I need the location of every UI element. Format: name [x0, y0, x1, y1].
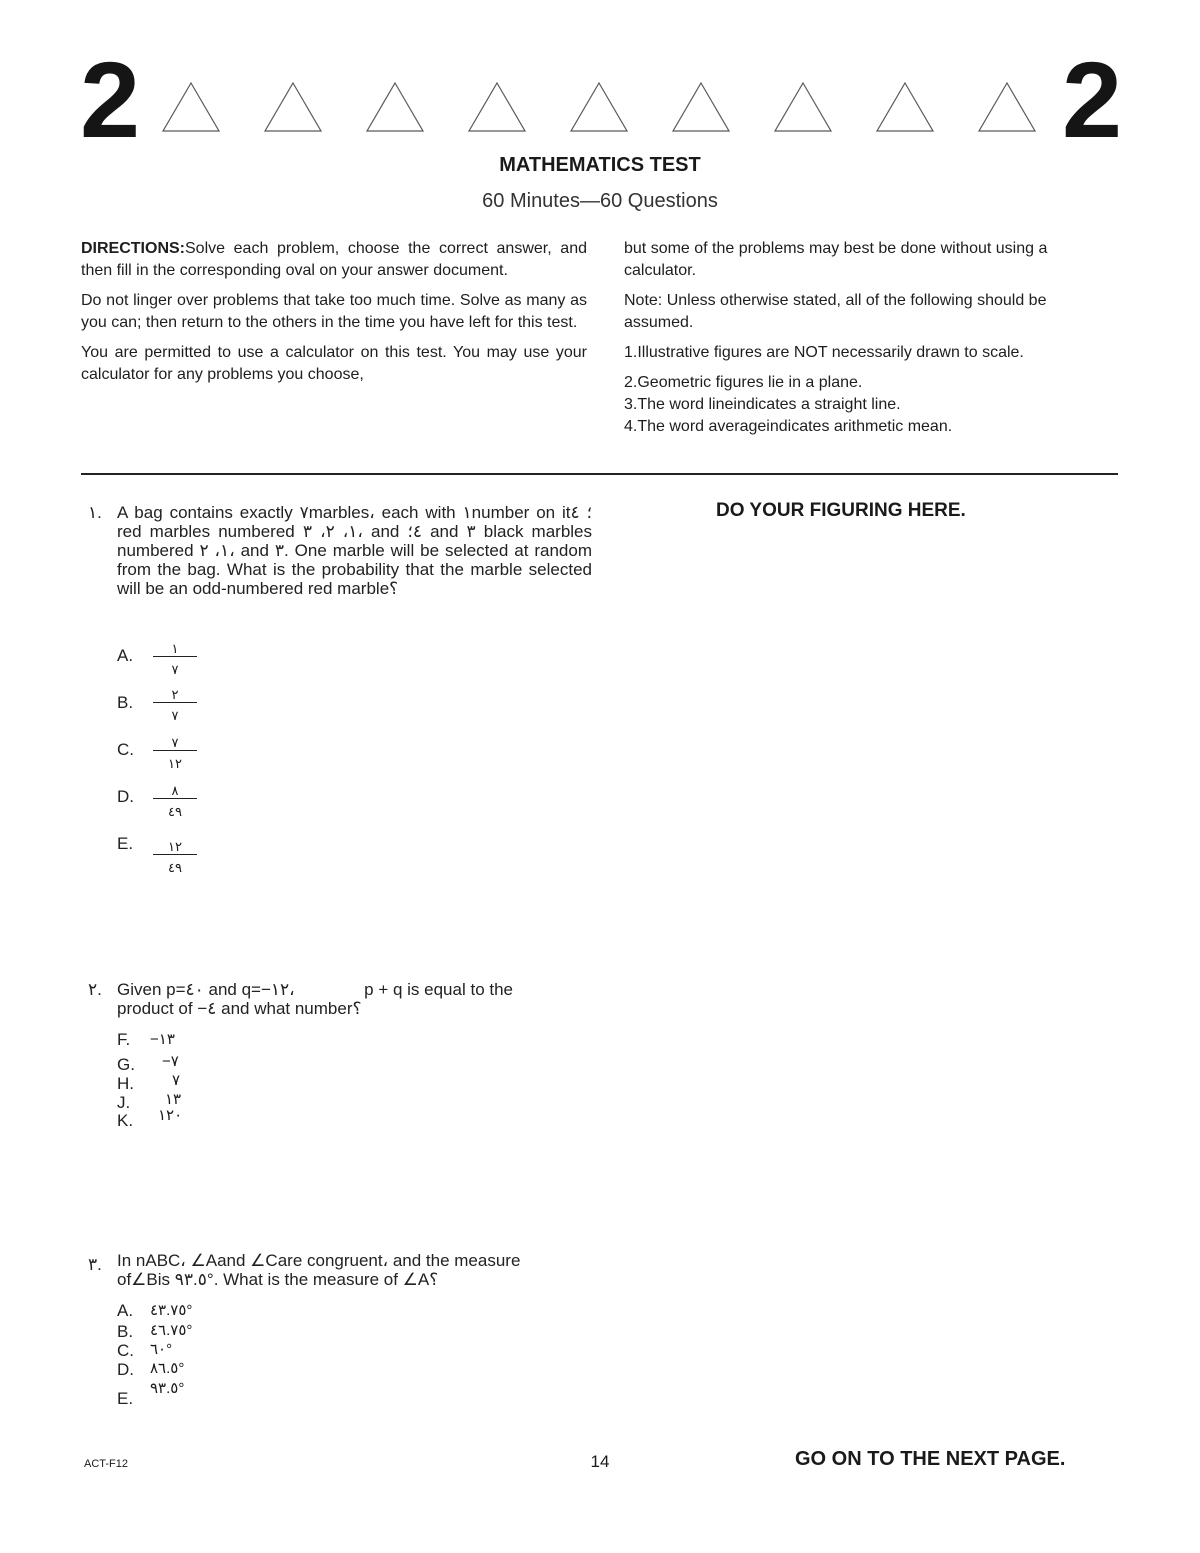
option-fraction — [153, 736, 197, 777]
question-text-part-1: Given p=٤٠ and q=−١٢، — [117, 980, 295, 999]
option-fraction — [153, 784, 197, 825]
note-item-4: 4.The word averageindicates arithmetic mean. — [624, 418, 953, 435]
option-value: ٧ — [172, 1072, 181, 1089]
answer-option[interactable] — [117, 693, 151, 713]
directions-right-column — [624, 238, 1116, 438]
section-divider — [81, 473, 1118, 475]
question-number: ٣. — [88, 1255, 102, 1274]
question-number: ٢. — [88, 980, 102, 999]
question-text: A bag contains exactly ٧marbles، each with ١number on it؛ ٤ red marbles numbered ١، ٢، ٣، and ٤؛ and ٣ black marbles numbered ١، ٢، and ٣. One marble will be selected at random from the bag. What is the probability that the marble selected will be an odd-numbered red marble؟ — [117, 503, 593, 598]
option-label: E. — [117, 1389, 134, 1408]
section-number-right: 2 — [1062, 39, 1123, 160]
triangle-icon — [162, 82, 220, 132]
option-value: ٤٦.٧٥° — [150, 1322, 193, 1339]
triangle-icon — [978, 82, 1036, 132]
fraction-numerator: ١٢ — [153, 840, 197, 855]
test-title: MATHEMATICS TEST — [499, 154, 701, 176]
answer-option[interactable] — [117, 834, 151, 854]
answer-option[interactable] — [117, 1055, 151, 1075]
option-label: B. — [117, 693, 134, 712]
option-label: C. — [117, 1341, 134, 1360]
triangle-icon — [876, 82, 934, 132]
directions-paragraph-1 — [81, 238, 587, 282]
directions-paragraph-4: but some of the problems may best be done without using a calculator. — [624, 240, 1048, 279]
option-value: ٤٣.٧٥° — [150, 1302, 193, 1319]
option-value: −٧ — [162, 1053, 179, 1070]
answer-option[interactable] — [117, 1389, 151, 1409]
option-value: ١٢٠ — [158, 1107, 183, 1124]
option-fraction — [153, 642, 197, 683]
question-1 — [88, 503, 592, 598]
directions-note: Note: Unless otherwise stated, all of the following should be assumed. — [624, 292, 1047, 331]
test-subtitle: 60 Minutes—60 Questions — [482, 190, 718, 212]
triangle-icon — [570, 82, 628, 132]
option-label: F. — [117, 1030, 131, 1049]
option-value: ٩٣.٥° — [150, 1380, 185, 1397]
option-fraction — [153, 840, 197, 881]
question-number: ١. — [88, 503, 102, 522]
note-item-2: 2.Geometric figures lie in a plane. — [624, 374, 863, 391]
fraction-denominator: ٧ — [171, 708, 179, 723]
fraction-numerator: ٨ — [153, 784, 197, 799]
question-text-part-2: of∠Bis ٩٣.٥°. What is the measure of ∠A؟ — [117, 1270, 439, 1289]
triangle-icon — [264, 82, 322, 132]
question-3 — [88, 1251, 648, 1289]
directions-label: DIRECTIONS: — [81, 240, 185, 257]
answer-option[interactable] — [117, 1093, 151, 1113]
question-text-part-1: In nABC، ∠Aand ∠Care congruent، and the measure — [117, 1251, 521, 1270]
answer-option[interactable] — [117, 1341, 151, 1361]
fraction-denominator: ١٢ — [168, 756, 182, 771]
question-text — [117, 980, 592, 1018]
fraction-denominator: ٧ — [171, 662, 179, 677]
form-code: ACT-F12 — [84, 1458, 129, 1470]
fraction-numerator: ٢ — [153, 688, 197, 703]
question-text — [117, 1251, 648, 1289]
option-label: H. — [117, 1074, 134, 1093]
option-value: ٨٦.٥° — [150, 1360, 185, 1377]
fraction-numerator: ١ — [153, 642, 197, 657]
fraction-numerator: ٧ — [153, 736, 197, 751]
triangle-icon — [672, 82, 730, 132]
answer-option[interactable] — [117, 1360, 151, 1380]
answer-option[interactable] — [117, 646, 151, 666]
answer-option[interactable] — [117, 740, 151, 760]
option-label: B. — [117, 1322, 134, 1341]
option-value: ١٣ — [165, 1091, 182, 1108]
option-label: G. — [117, 1055, 135, 1074]
question-2 — [88, 980, 592, 1018]
directions-left-column — [81, 238, 587, 394]
option-label: D. — [117, 787, 134, 806]
directions-paragraph-3: You are permitted to use a calculator on this test. You may use your calculator for any problems you choose, — [81, 344, 587, 383]
triangle-icon — [366, 82, 424, 132]
answer-option[interactable] — [117, 1030, 151, 1050]
triangle-icon — [468, 82, 526, 132]
note-item-3: 3.The word lineindicates a straight line. — [624, 396, 901, 413]
option-label: K. — [117, 1111, 134, 1130]
option-label: A. — [117, 1301, 134, 1320]
question-text-part-3: product of −٤ and what number؟ — [117, 999, 362, 1018]
figuring-area-label: DO YOUR FIGURING HERE. — [716, 500, 966, 521]
option-label: A. — [117, 646, 134, 665]
note-item-1: 1.Illustrative figures are NOT necessarily drawn to scale. — [624, 344, 1024, 361]
question-text-part-2: p + q is equal to the — [364, 980, 513, 999]
option-value: ٦٠° — [150, 1341, 173, 1358]
option-label: C. — [117, 740, 134, 759]
fraction-denominator: ٤٩ — [168, 860, 182, 875]
option-fraction — [153, 688, 197, 729]
answer-option[interactable] — [117, 1074, 151, 1094]
answer-option[interactable] — [117, 1111, 151, 1131]
fraction-denominator: ٤٩ — [168, 804, 182, 819]
next-page-instruction: GO ON TO THE NEXT PAGE. — [795, 1448, 1066, 1470]
directions-paragraph-2: Do not linger over problems that take too much time. Solve as many as you can; then return to the others in the time you have left for this test. — [81, 292, 587, 331]
option-label: E. — [117, 834, 134, 853]
option-label: J. — [117, 1093, 131, 1112]
page-number: 14 — [590, 1452, 610, 1471]
option-label: D. — [117, 1360, 134, 1379]
answer-option[interactable] — [117, 1322, 151, 1342]
answer-option[interactable] — [117, 787, 151, 807]
answer-option[interactable] — [117, 1301, 151, 1321]
triangle-icon — [774, 82, 832, 132]
section-number-left: 2 — [80, 39, 141, 160]
directions-text-1: Solve each problem, choose the correct answer, and then fill in the corresponding oval on your answer document. — [81, 240, 587, 279]
option-value: −١٣ — [150, 1031, 175, 1048]
